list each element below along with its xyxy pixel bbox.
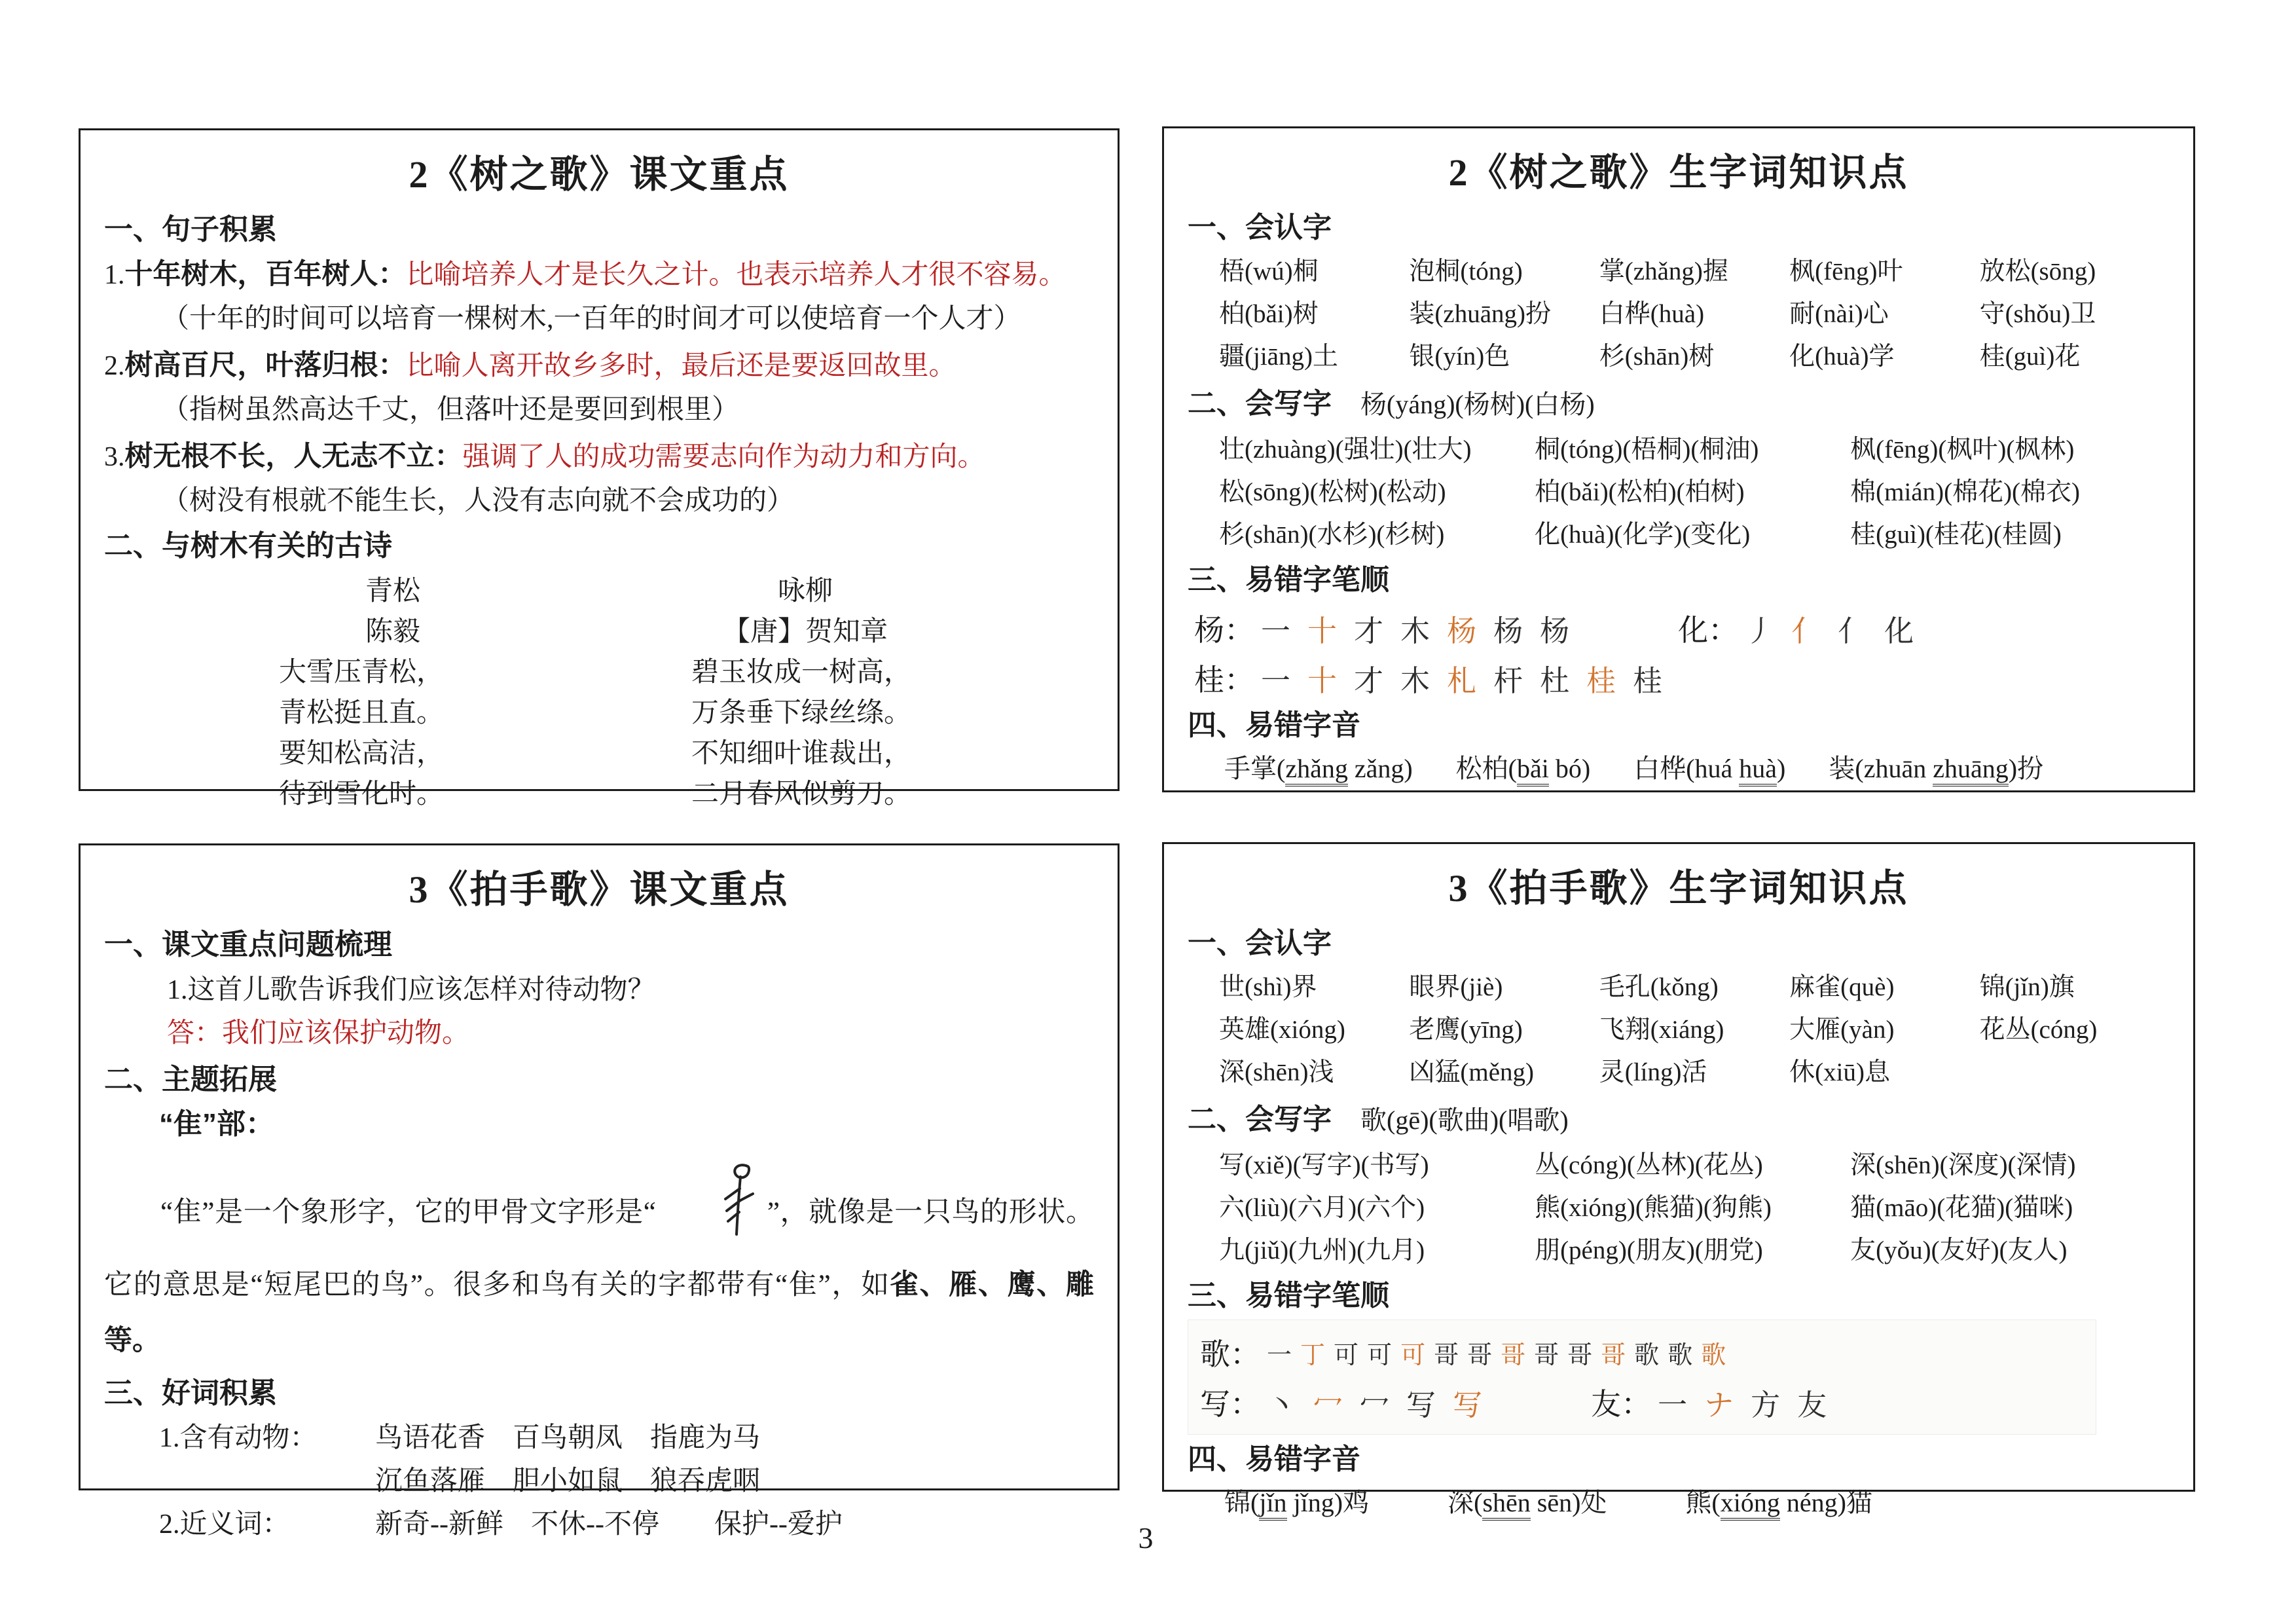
pinyin-correct-underlined: jǐn <box>1259 1488 1286 1521</box>
synonym-line: 新奇--新鲜 不休--不停 保护--爱护 <box>375 1509 843 1540</box>
pronunciation-entry <box>1685 1483 1872 1522</box>
sentence-item <box>104 435 1094 478</box>
vocab-entry: 壮(zhuàng)(强壮)(壮大) <box>1219 435 1472 464</box>
vocab-entry: 枫(fēng)(枫叶)(枫林) <box>1850 435 2075 464</box>
word-group-label: 1.含有动物： <box>159 1423 318 1453</box>
section-header-poems: 二、与树木有关的古诗 <box>104 530 392 562</box>
vocab-entry: 灵(líng)活 <box>1599 1058 1707 1086</box>
poem-line: 万条垂下绿丝绦。 <box>691 698 912 728</box>
vocab-entry: 杨(yáng)(杨树)(白杨) <box>1360 390 1595 419</box>
vocab-entry: 大雁(yàn) <box>1789 1016 1895 1044</box>
word-group-animals <box>104 1417 1094 1459</box>
vocab-entry: 朋(péng)(朋友)(朋党) <box>1535 1236 1763 1264</box>
stroke-char-label: 化： <box>1678 614 1739 647</box>
word-row <box>1188 1052 2170 1093</box>
poem-line: 青松挺且直。 <box>279 698 445 728</box>
stroke-sequence-hua <box>1678 606 1931 650</box>
poem-line: 不知细叶谁裁出， <box>691 739 912 769</box>
stroke-char-label: 杨： <box>1194 614 1254 647</box>
section-header-recognize: 一、会认字 <box>1188 212 1332 244</box>
poem-qingsong <box>236 571 550 815</box>
vocab-entry: 友(yǒu)(友好)(友人) <box>1850 1236 2068 1264</box>
answer-line: 答：我们应该保护动物。 <box>167 1018 470 1048</box>
vocab-entry: 疆(jiāng)土 <box>1219 342 1338 371</box>
vocab-entry: 花丛(cóng) <box>1979 1016 2098 1044</box>
poem-line: 要知松高洁， <box>279 739 445 769</box>
section-header-mispronounce: 四、易错字音 <box>1188 709 1360 741</box>
vocab-entry: 放松(sōng) <box>1979 257 2096 286</box>
poem-line: 大雪压青松， <box>279 657 445 688</box>
mispronunciation-row <box>1188 1483 2170 1522</box>
word-row <box>1188 1145 2170 1186</box>
pinyin-correct-underlined: huà <box>1739 754 1777 786</box>
paragraph-bold-examples: 雀、雁、鹰、雕等。 <box>104 1269 1095 1356</box>
vocab-entry: 猫(māo)(花猫)(猫咪) <box>1850 1194 2073 1222</box>
vocab-entry: 掌(zhǎng)握 <box>1599 257 1728 286</box>
pronunciation-entry <box>1829 749 2043 788</box>
vocab-entry: 枫(fēng)叶 <box>1789 257 1903 286</box>
question-line: 1.这首儿歌告诉我们应该怎样对待动物？ <box>167 975 655 1005</box>
vocab-entry: 六(liù)(六月)(六个) <box>1219 1194 1425 1222</box>
vocab-entry: 锦(jǐn)旗 <box>1979 973 2075 1001</box>
stroke-frames: 一 丁 可 可 可 哥 哥 哥 哥 哥 哥 歌 歌 歌 <box>1267 1341 1726 1369</box>
vocab-entry: 眼界(jiè) <box>1409 973 1503 1001</box>
vocab-entry: 飞翔(xiáng) <box>1599 1016 1724 1044</box>
vocab-entry: 守(shǒu)卫 <box>1979 300 2096 328</box>
section-header-write: 二、会写字 <box>1188 388 1332 420</box>
vocab-entry: 桂(guì)(桂花)(桂圆) <box>1850 521 2062 549</box>
item-number: 1. <box>104 260 125 290</box>
word-row <box>1188 430 2170 470</box>
pinyin-text: 手掌( <box>1224 754 1286 783</box>
pinyin-text: 白桦(huá <box>1633 754 1740 783</box>
section-header-topic: 二、主题拓展 <box>104 1063 277 1096</box>
panel-paishouge-vocab <box>1162 842 2195 1517</box>
item-note: （指树虽然高达千丈，但落叶还是要回到根里） <box>162 395 740 425</box>
vocab-entry: 熊(xióng)(熊猫)(狗熊) <box>1535 1194 1772 1222</box>
vocab-entry: 白桦(huà) <box>1599 300 1705 328</box>
vocab-entry: 麻雀(què) <box>1789 973 1895 1001</box>
item-explanation: 比喻培养人才是长久之计。也表示培养人才很不容易。 <box>406 260 1066 290</box>
paragraph-text: “隹”是一个象形字，它的甲骨文字形是“ <box>160 1197 656 1228</box>
section-header-good-words: 三、好词积累 <box>104 1377 277 1409</box>
pinyin-text: 松柏( <box>1455 754 1517 783</box>
item-explanation: 比喻人离开故乡多时，最后还是要返回故里。 <box>406 351 957 381</box>
pronunciation-entry <box>1224 749 1413 788</box>
vocab-entry: 凶猛(měng) <box>1409 1058 1535 1086</box>
word-row <box>1188 515 2170 555</box>
vocab-entry: 银(yín)色 <box>1409 342 1510 371</box>
word-row <box>1188 337 2170 377</box>
poem-line: 二月春风似剪刀。 <box>691 779 912 809</box>
vocab-entry: 深(shēn)(深度)(深情) <box>1850 1151 2076 1179</box>
item-phrase: 树无根不长，人无志不立： <box>124 441 463 472</box>
vocab-entry: 毛孔(kǒng) <box>1599 973 1719 1001</box>
page-title: 3《拍手歌》课文重点 <box>409 868 790 911</box>
stroke-sequence-you <box>1591 1380 1844 1424</box>
vocab-entry: 桐(tóng)(梧桐)(桐油) <box>1535 435 1759 464</box>
poem-author: 【唐】贺知章 <box>722 617 888 647</box>
stroke-char-label: 友： <box>1591 1388 1652 1421</box>
page-number: 3 <box>1138 1521 1154 1555</box>
page-title: 3《拍手歌》生字词知识点 <box>1448 867 1909 910</box>
pinyin-text: 深( <box>1448 1488 1483 1517</box>
section-line-write <box>1188 1095 2170 1143</box>
vocab-entry: 耐(nài)心 <box>1789 300 1889 328</box>
radical-subheading: “隹”部： <box>159 1108 274 1140</box>
vocab-entry: 柏(bǎi)(松柏)(柏树) <box>1535 478 1745 506</box>
page-title: 2《树之歌》生字词知识点 <box>1448 151 1909 194</box>
vocab-entry: 泡桐(tóng) <box>1409 257 1523 286</box>
word-row <box>1188 472 2170 513</box>
stroke-sequence-gui <box>1194 656 1679 699</box>
section-header-stroke-order: 三、易错字笔顺 <box>1188 1280 1389 1312</box>
vocab-entry: 梧(wú)桐 <box>1219 257 1319 286</box>
vocab-entry: 休(xiū)息 <box>1789 1058 1890 1086</box>
item-number: 3. <box>104 442 125 472</box>
pronunciation-entry <box>1448 1483 1607 1522</box>
vocab-entry: 歌(gē)(歌曲)(唱歌) <box>1360 1105 1569 1135</box>
stroke-char-label: 歌： <box>1200 1338 1260 1371</box>
sentence-item <box>104 344 1094 387</box>
item-number: 2. <box>104 351 125 381</box>
pinyin-text: zǎng) <box>1347 754 1413 783</box>
section-header-write: 二、会写字 <box>1188 1103 1332 1135</box>
section-header-mispronounce: 四、易错字音 <box>1188 1443 1360 1475</box>
pinyin-text: 装(zhuān <box>1829 754 1933 783</box>
item-note: （十年的时间可以培育一棵树木,一百年的时间才可以使培育一个人才） <box>162 304 1021 334</box>
pinyin-text: ) <box>1777 754 1786 783</box>
poem-line: 待到雪化时。 <box>279 779 445 809</box>
panel-shuzhige-keywords <box>79 128 1120 809</box>
word-row <box>1188 294 2170 335</box>
idiom-line: 沉鱼落雁 胆小如鼠 狼吞虎咽 <box>375 1466 761 1496</box>
stroke-frames: 一 十 才 木 杨 杨 杨 <box>1261 614 1570 648</box>
stroke-order-area <box>1194 606 2170 699</box>
vocab-entry: 深(shēn)浅 <box>1219 1058 1334 1086</box>
word-group-label: 2.近义词： <box>159 1509 290 1540</box>
stroke-row <box>1200 1331 2084 1374</box>
pinyin-text: )扮 <box>2008 754 2044 783</box>
stroke-frames: 丿 亻 亻 化 <box>1745 614 1914 648</box>
vocab-entry: 杉(shān)(水杉)(杉树) <box>1219 521 1445 549</box>
stroke-sequence-xie <box>1200 1380 1499 1424</box>
pinyin-correct-underlined: bǎi <box>1517 754 1549 786</box>
poem-columns <box>104 571 1094 815</box>
stroke-order-area <box>1188 1320 2096 1435</box>
vocab-entry: 英雄(xióng) <box>1219 1016 1345 1044</box>
pinyin-correct-underlined: zhǎng <box>1285 754 1348 786</box>
poem-title: 咏柳 <box>777 576 833 606</box>
word-group-label-spacer <box>104 1460 375 1502</box>
pinyin-text: jǐng)鸡 <box>1286 1488 1370 1517</box>
stroke-frames: 一 ナ 方 友 <box>1658 1388 1827 1422</box>
stroke-frames: 丶 冖 冖 写 写 <box>1267 1388 1483 1422</box>
poem-title: 青松 <box>365 576 420 606</box>
vocab-entry: 棉(mián)(棉花)(棉衣) <box>1850 478 2081 506</box>
poem-line: 碧玉妆成一树高， <box>691 657 912 688</box>
word-group-synonyms <box>104 1504 1094 1545</box>
pinyin-text: 锦( <box>1224 1488 1260 1517</box>
item-note: （树没有根就不能生长，人没有志向就不会成功的） <box>162 486 795 516</box>
vocab-entry: 杉(shān)树 <box>1599 342 1715 371</box>
word-row <box>1188 251 2170 292</box>
pinyin-correct-underlined: xióng <box>1721 1488 1780 1521</box>
item-explanation: 强调了人的成功需要志向作为动力和方向。 <box>462 442 985 472</box>
word-row <box>1188 967 2170 1008</box>
vocab-entry: 丛(cóng)(丛林)(花丛) <box>1535 1151 1763 1179</box>
section-header-questions: 一、课文重点问题梳理 <box>104 929 392 961</box>
stroke-sequence-yang <box>1194 606 1586 650</box>
vocab-entry: 写(xiě)(写字)(书写) <box>1219 1151 1429 1179</box>
pinyin-correct-underlined: zhuāng <box>1933 754 2009 786</box>
page-title: 2《树之歌》课文重点 <box>409 153 790 196</box>
stroke-row <box>1200 1380 2084 1424</box>
mispronunciation-row <box>1188 749 2170 788</box>
stroke-row <box>1194 656 2170 699</box>
stroke-char-label: 桂： <box>1194 663 1254 697</box>
vocab-entry: 老鹰(yīng) <box>1409 1016 1523 1044</box>
stroke-row <box>1194 606 2170 650</box>
word-row <box>1188 1188 2170 1228</box>
pronunciation-entry <box>1224 1483 1369 1522</box>
sentence-item <box>104 253 1094 296</box>
vocab-entry: 装(zhuāng)扮 <box>1409 300 1551 328</box>
pronunciation-entry <box>1633 749 1785 788</box>
vocab-entry: 松(sōng)(松树)(松动) <box>1219 478 1446 506</box>
vocab-entry: 桂(guì)花 <box>1979 342 2081 371</box>
item-phrase: 树高百尺，叶落归根： <box>124 350 407 381</box>
idiom-line: 鸟语花香 百鸟朝凤 指鹿为马 <box>375 1423 761 1453</box>
section-header-recognize: 一、会认字 <box>1188 927 1332 959</box>
item-phrase: 十年树木，百年树人： <box>124 259 407 290</box>
word-group-animals-cont <box>104 1460 1094 1502</box>
panel-shuzhige-vocab <box>1162 126 2195 792</box>
poem-yongliu <box>648 571 962 815</box>
stroke-char-label: 写： <box>1200 1388 1260 1421</box>
pinyin-text: 熊( <box>1685 1488 1721 1517</box>
paragraph-text: ”，就像是一只鸟的形状。它的意思是“短尾巴的鸟”。很多和鸟有关的字都带有“隹”，如 <box>104 1197 1094 1301</box>
vocab-entry: 化(huà)学 <box>1789 342 1895 371</box>
vocab-entry: 柏(bǎi)树 <box>1219 300 1319 328</box>
section-line-write <box>1188 379 2170 428</box>
pinyin-text: bó) <box>1548 754 1591 783</box>
vocab-entry: 世(shì)界 <box>1219 973 1317 1001</box>
vocab-entry: 化(huà)(化学)(变化) <box>1535 521 1751 549</box>
stroke-frames: 一 十 才 木 札 杆 杜 桂 桂 <box>1261 664 1663 697</box>
section-header-sentences: 一、句子积累 <box>104 213 277 246</box>
poem-author: 陈毅 <box>365 617 420 647</box>
vocab-entry: 九(jiǔ)(九州)(九月) <box>1219 1236 1425 1264</box>
panel-paishouge-keywords <box>79 843 1120 1540</box>
pinyin-correct-underlined: shēn <box>1482 1488 1530 1521</box>
radical-explanation-paragraph <box>104 1162 1094 1369</box>
pinyin-text: néng)猫 <box>1779 1488 1872 1517</box>
oracle-bone-bird-glyph <box>663 1162 761 1257</box>
word-row <box>1188 1010 2170 1050</box>
pinyin-text: sēn)处 <box>1530 1488 1607 1517</box>
section-header-stroke-order: 三、易错字笔顺 <box>1188 564 1389 596</box>
pronunciation-entry <box>1456 749 1591 788</box>
stroke-sequence-ge <box>1200 1331 1734 1374</box>
word-row <box>1188 1230 2170 1271</box>
